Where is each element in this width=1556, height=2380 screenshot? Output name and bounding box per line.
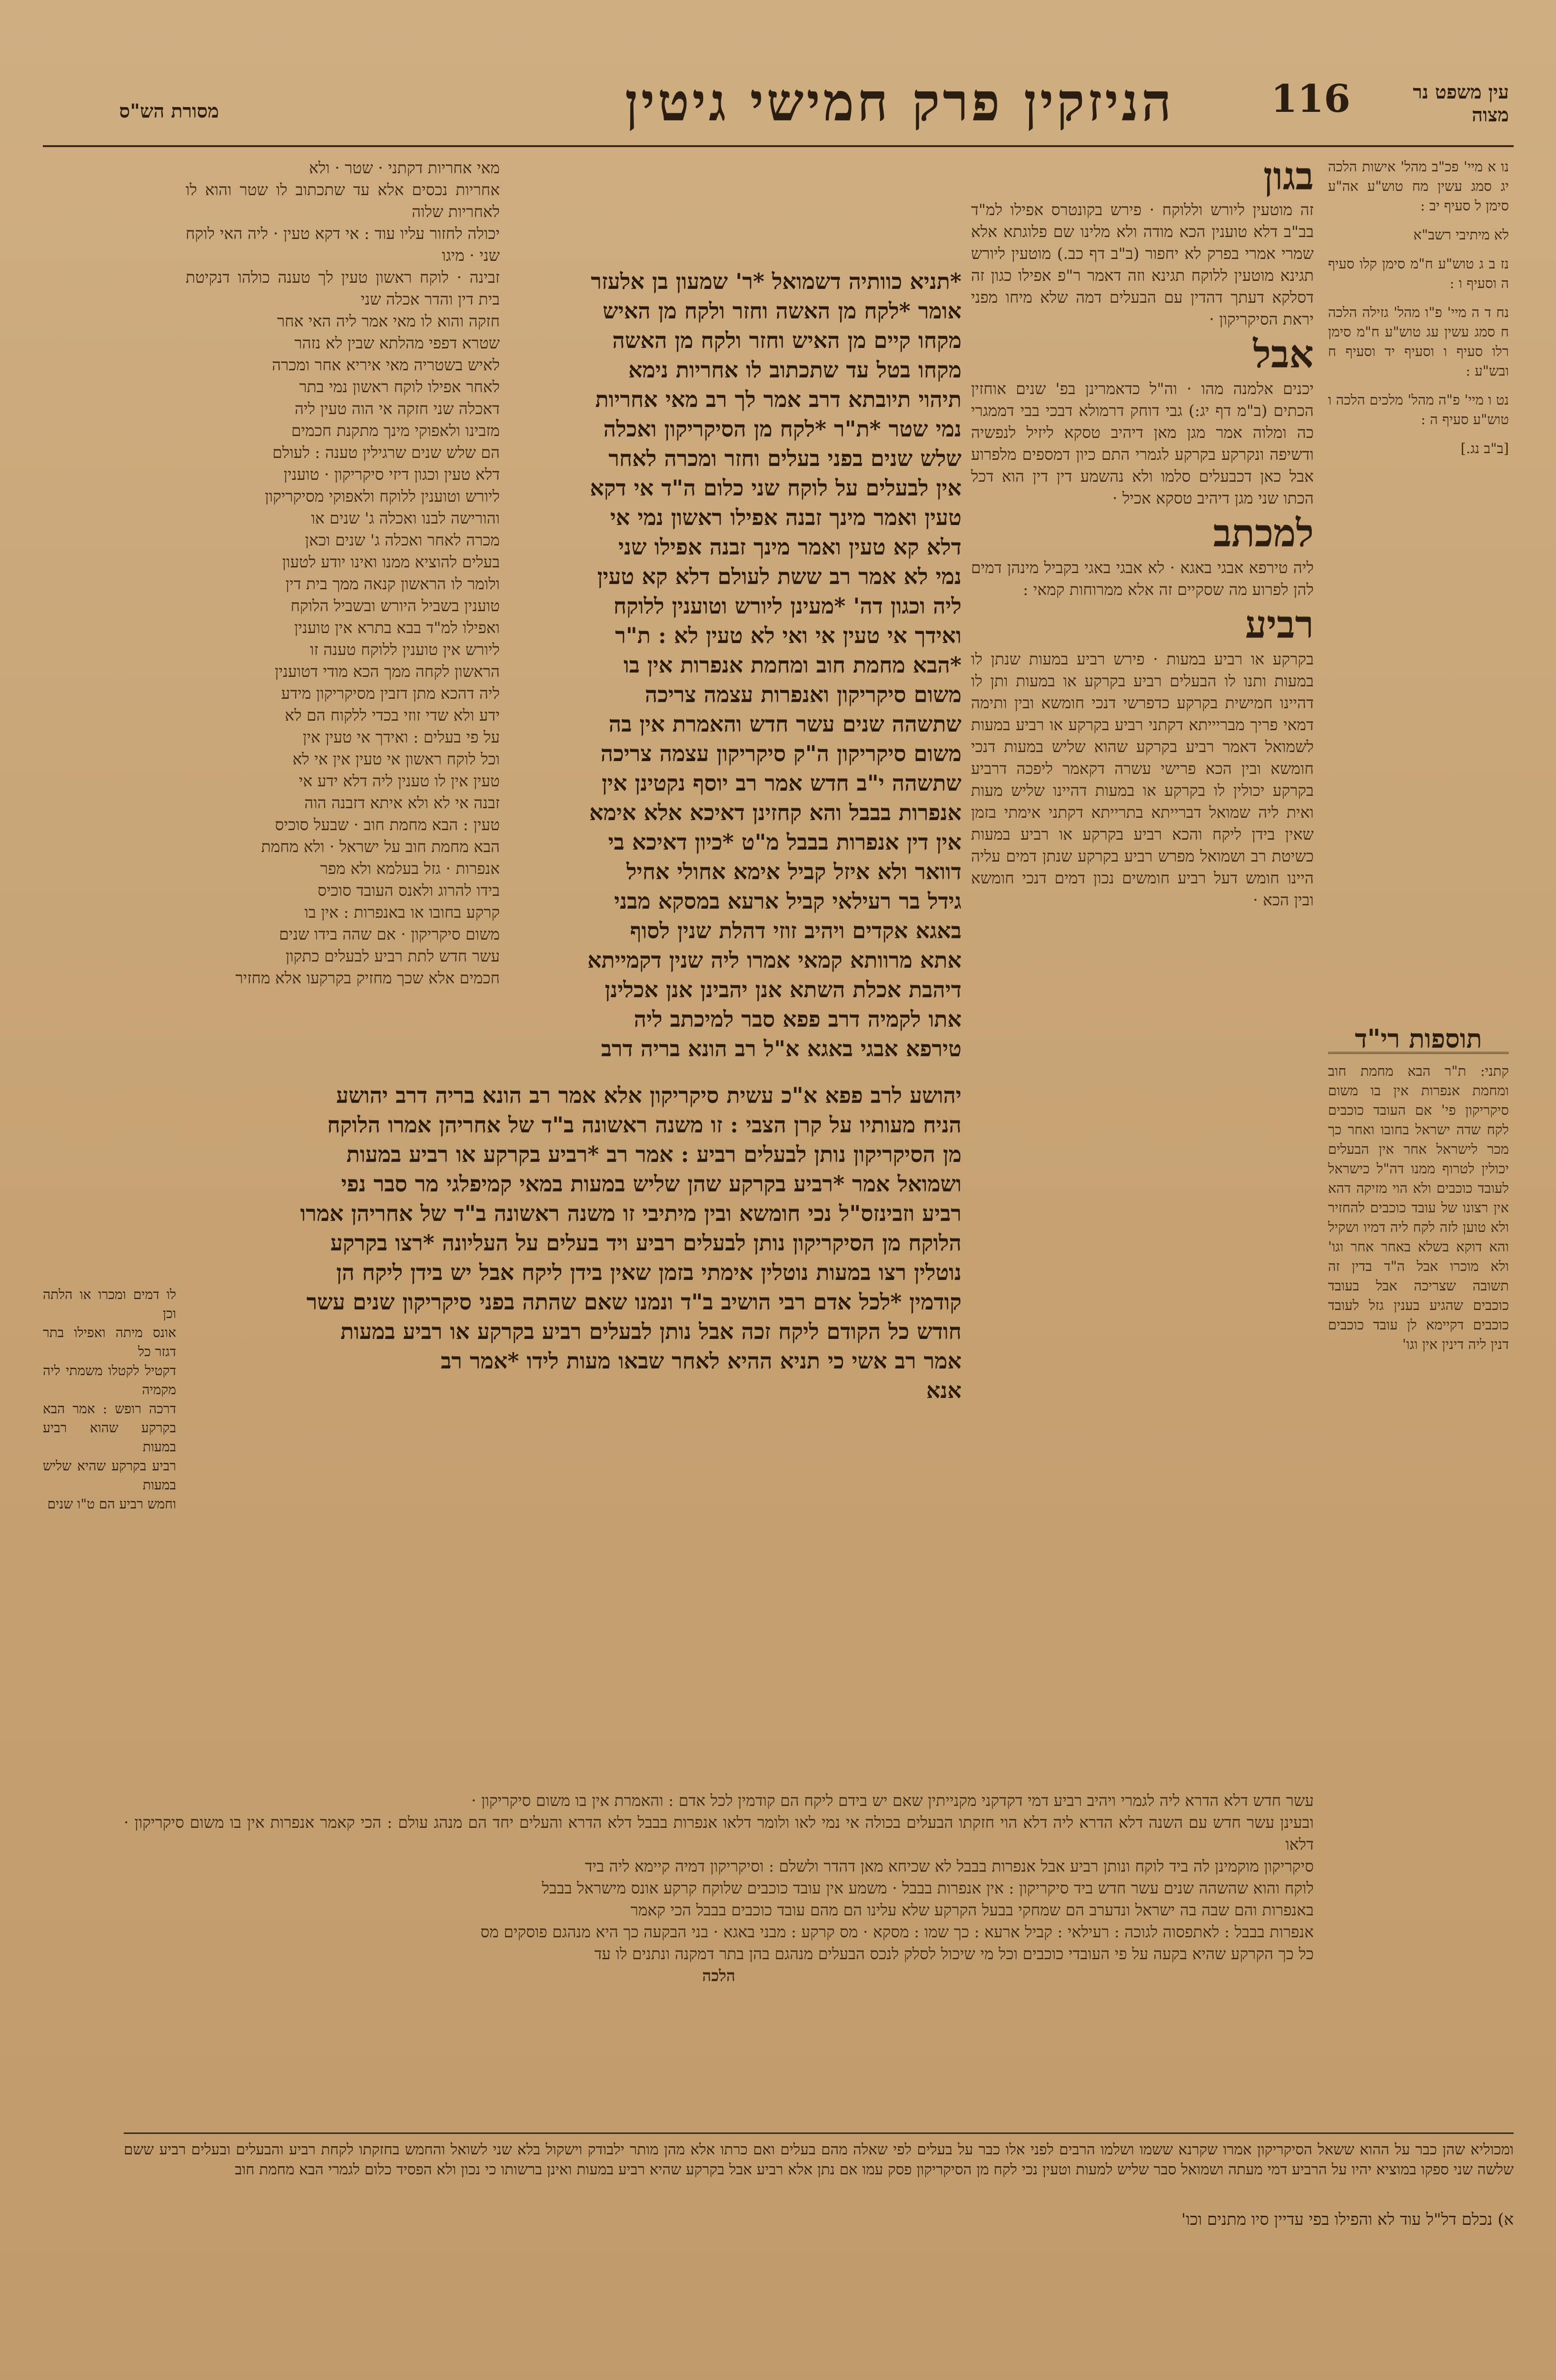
gemara-line: שלש שנים בפני בעלים וחזר ומכרה לאחר xyxy=(608,446,961,471)
footnote-block: ומכוליא שהן כבר על ההוא ששאל הסיקריקון אמרו שקרנא ששמו ושלמו הרבים לפני אלו כבר על בעלים לפי שאלה מהם בעלים ואם כרתו אלא מהן מותר ילבודק וישקול בלא שני לשואל והחמש בחזקתו לקחת רביע והבעלים ובעלים רביע ששם שלשה שני ספקו במוציא יהיו על הרביע דמי מעתה ושמואל סבר שליש למעות וטעין נכי לקח מן הסיקריקון פסק עמו אם נתן אלא רביע אבל בקרקע שהיא רביע במעות ואינן ברשותו כי נכון ולא הפסיד כלום לגמרי הבא מחמת חוב xyxy=(124,2141,1514,2178)
tosafot-line: אחריות נכסים אלא עד שתכתוב לו שטר והוא לו לאחריות שלוה xyxy=(186,180,500,221)
commentary-line: אנפרות בבבל : לאתפסוה לגוכה : רעילאי : קביל ארעא : כך שמו : מסקא · מס קרקע : מבני באגא · בני הבקעה כך היא מנהגם פוסקים מס xyxy=(480,1923,1314,1941)
gemara-line: קודמין *לכל אדם רבי הושיב ב"ד ונמנו שאם שהתה בפני סיקריקון שנים עשר xyxy=(306,1289,961,1315)
gemara-line: דלא קא טעין ואמר מינך זבנה אפילו שני xyxy=(618,534,961,560)
outer-left-notes xyxy=(43,1285,176,1618)
tosafot-line: מכרה לאחר ואכלה ג' שנים וכאן xyxy=(305,531,500,549)
header-rule xyxy=(43,145,1514,147)
gemara-line: מקחו קיים מן האיש וחזר ולקח מן האשה xyxy=(612,327,961,353)
side-note: דקטיל לקטלו משמתי ליה מקמיה xyxy=(43,1363,176,1398)
gemara-line: אין דין אנפרות בבבל מ"ט *כיון דאיכא בי xyxy=(608,829,961,855)
commentary-line: לוקח והוא שהשהה שנים עשר חדש ביד סיקריקון : אין אנפרות בבבל · משמע אין עובד כוכבים שלוקח קרקע אונס מישראל בבבל xyxy=(542,1879,1314,1897)
gemara-line: אתא מרוותא קמאי אמרו ליה שנין דקמייתא xyxy=(587,947,961,973)
tosafot-line: על פי בעלים : ואידך אי טעין אין xyxy=(303,728,500,746)
rashi-opening-word: בגון xyxy=(1263,157,1314,198)
gemara-wide-block xyxy=(186,1081,961,1775)
tosafot-line: דאכלה שני חזקה אי הוה טעין ליה xyxy=(295,399,500,418)
tosafot-line: טעין : הבא מחמת חוב · שבעל סוכיס xyxy=(275,815,500,834)
tosafot-rid-text: קתני: ת"ר הבא מחמת חוב ומחמת אנפרות אין בו משום סיקריקון פי' אם העובד כוכבים לקח שדה ישראל בחובו ואחר כך מכר לישראל אחר אין הבעלים יכולין לטרוף ממנו דה"ל כישראל לעובד כוכבים ולא הוי מזיקה דהא אין רצונו של עובד כוכבים להחזיר ולא טוען לזה לקח ליה דמיו ושקיל והא דוקא בשלא באחר אחר וגו' ולא מוכרו אבל ה"ד בדין זה תשובה שצריכה אבל בעובד כוכבים שהגיע בענין גזל לעובד כוכבים דקיימא לן עובד כוכבים דנין ליה דינין אין וגו' xyxy=(1328,1063,1509,1352)
gemara-line: הניח מעותיו על קרן הצבי : זו משנה ראשונה ב"ד של אחריהן אמרו הלוקח xyxy=(327,1112,961,1138)
gemara-line: משום סיקריקון ואנפרות עצמה צריכה xyxy=(644,682,961,707)
gemara-line: אתו לקמיה דרב פפא סבר למיכתב ליה xyxy=(634,1006,961,1032)
gemara-line: הלוקח מן הסיקריקון נותן לבעלים רביע ויד בעלים על העליונה *רצו בקרקע xyxy=(330,1230,961,1256)
gemara-line: אנפרות בבבל והא קחזינן דאיכא אלא אימא xyxy=(589,800,961,825)
page-number: 116 xyxy=(1271,76,1350,121)
tosafot-line: חכמים אלא שכך מחזיק בקרקעו אלא מחזיר xyxy=(235,969,500,987)
rashi-text-block: יכנים אלמנה מהו · וה"ל כדאמרינן בפ' שנים אוחזין הכתים (ב"מ דף יג:) גבי דוחק דרמולא דבכי בבי דממגרי כה ומלוה אמר מגן מאן דיהיב טסקא ליזיל לנפשיה ודשיפה ונקרקע בקרקע לגמרי התם כיון דמספים מלפרוע אבל כאן דכבעלים סלמו ולא נהשמע דין דין הוא דכל הכתו שני מגן דיהיב טסקא אכיל · xyxy=(971,379,1314,507)
tosafot-line: משום סיקריקון · אם שהה בידו שנים xyxy=(279,925,500,943)
ein-mishpat-label: עין משפט נר מצוה xyxy=(1413,81,1509,126)
tosafot-line: יכולה לחזור עליו עוד : אי דקא טעין · ליה האי לוקח שני · מיגו xyxy=(186,224,500,265)
tosafot-line: טעין אין לו טענין ליה דלא ידע אי xyxy=(298,772,500,790)
gemara-line: משום סיקריקון ה"ק סיקריקון עצמה צריכה xyxy=(600,741,961,766)
tosafot-line: אנפרות · גזל בעלמא ולא מפר xyxy=(320,859,500,878)
mishna-opening-word: למכתב xyxy=(1213,511,1314,555)
gemara-line: טירפא אבגי באגא א"ל רב הונא בריה דרב xyxy=(601,1036,961,1061)
side-note: וחמש רביע הם ט"ו שנים xyxy=(47,1496,176,1512)
footnote-rule xyxy=(124,2132,1514,2134)
tosafot-line: שטרא דפפי מהלתא שבין לא נזהר xyxy=(294,334,500,352)
ein-mishpat-entry: נז ב ג טוש"ע ח"מ סימן קלו סעיף ה וסעיף ו : xyxy=(1328,256,1509,291)
tosafot-line: הבא מחמת חוב על ישראל · ולא מחמת xyxy=(261,837,500,856)
rashi-text-block: בקרקע או רביע במעות · פירש רביע במעות שנתן לו במעות ותנו לו הבעלים רביע בקרקע או במעות ותן לו דהיינו חמישית בקרקע כדפרשי דנכי חומשא ובין ותימה דמאי פריך מבריייתא דקתני רביע בקרקע או רביע במעות לשמואל דאמר רביע בקרקע שהוא שליש במעות דנכי חומשא ובין הכא פרישי עשרה דקאמר ליפכה דרביע בקרקע יכולין לו בקרקע או במעות דהיינו שליש מעות ואית ליה שמואל דברייתא בתרייתא דקתני אימתי בזמן שאין בידן ליקח והכא רביע בקרקע או רביע במעות כשיטת רב ושמואל מפרש רביע בקרקע שנתן דמים עליה היינו חומש דעל רביע חומשים נכון דמים דנכי חומשא ובין הכא · xyxy=(971,650,1314,909)
gemara-line: *הבא מחמת חוב ומחמת אנפרות אין בו xyxy=(623,652,961,678)
gemara-line: נמי שטר *ת"ר *לקח מן הסיקריקון ואכלה xyxy=(603,416,961,442)
tosafot-line: טוענין בשביל היורש ובשביל הלוקח xyxy=(290,596,500,615)
tosafot-line: בידו להרוג ולאנס העובד סוכיס xyxy=(317,881,500,900)
tosafot-line: דלא טעין וכגון דיזי סיקריקון · טוענין xyxy=(283,465,500,484)
gemara-line: ואידך אי טעין אי ואי לא טעין לא : ת"ר xyxy=(615,623,961,648)
footnote-marker: א) נכלם דל"ל עוד לא והפילו בפי עדיין סיו מתנים וכו' xyxy=(1181,2210,1514,2229)
page-header xyxy=(43,71,1514,138)
rashi-opening-word-2: אבל xyxy=(1253,332,1314,377)
tosafot-line: זבנה אי לא ולא איתא דזבנה הוה xyxy=(304,793,500,812)
rashi-text-block: ליה טירפא אבגי באגא · לא אבגי באגי בקביל מינהן דמים להן לפרוע מה שסקיים זה אלא ממרוחות קמאי : xyxy=(971,558,1314,599)
gemara-line: *תניא כוותיה דשמואל *ר' שמעון בן אלעזר xyxy=(591,268,961,294)
tosafot-rid-column xyxy=(1328,1061,1509,2128)
gemara-line: באגא אקדים ויהיב זוזי דהלת שנין לסוף xyxy=(630,918,961,943)
tosafot-line: חזקה והוא לו מאי אמר ליה האי אחר xyxy=(277,312,500,330)
tosafot-line: מאי אחריות דקתני · שטר · ולא xyxy=(309,159,500,177)
ein-mishpat-entry: לא מיתיבי רשב"א xyxy=(1413,227,1509,243)
tosafot-rid-header: תוספות רי"ד xyxy=(1328,1023,1509,1054)
tosafot-line: והורישה לבנו ואכלה ג' שנים או xyxy=(311,509,500,527)
tosafot-line: בעלים להוציא ממנו ואינו יודע לטעון xyxy=(282,553,500,571)
tosafot-line: הראשון לקחה ממך הכא מודי דטוענין xyxy=(275,662,500,681)
tosafot-line: ליורש וטוענין ללוקח ולאפוקי מסיקריקון xyxy=(265,487,500,506)
gemara-line: חודש כל הקודם ליקח זכה אבל נותן לבעלים רביע בקרקע או רביע במעות xyxy=(340,1319,961,1344)
gemara-line: אומר *לקח מן האשה וחזר ולקח מן האיש xyxy=(603,298,961,324)
gemara-line: רביע וזבינזס"ל נכי חומשא ובין מיתיבי זו משנה ראשונה ב"ד של אחריהן אמרו xyxy=(300,1200,961,1226)
commentary-line: עשר חדש דלא הדרא ליה לגמרי ויהיב רביע דמי דקדקני מקנייתין שאם יש בידם ליקח הם קודמין לכל אדם : והאמרת אין בו משום סיקריקון · xyxy=(471,1791,1314,1810)
commentary-end-word: הלכה xyxy=(702,1966,735,1985)
mesoret-hashas-label: מסורת הש"ס xyxy=(119,100,219,122)
gemara-line: ליה וכגון דה' *מעינן ליורש וטוענין ללוקח xyxy=(613,593,961,619)
gemara-line: דיהבת אכלת השתא אנן יהבינן אנן אכלינן xyxy=(605,977,961,1002)
ein-mishpat-column xyxy=(1328,157,1509,1019)
tosafot-column xyxy=(186,157,500,1071)
gemara-line: אנא xyxy=(926,1378,961,1403)
tosafot-line: לאיש בשטריה מאי איריא אחר ומכרה xyxy=(272,356,500,374)
gemara-line: מקחו בטל עד שתכתוב לו אחריות נימא xyxy=(628,357,961,383)
rashi-text-block: זה מוטעין ליורש וללוקח · פירש בקונטרס אפילו למ"ד בב"ב דלא טוענין הכא מודה ולא מלינו שם פלוגתא אלא שמרי אמרי בפרק לא יחפור (ב"ב דף כב.) מוטעין ליורש תגינא מוטעין ללוקח תגינא וזה דאמר ר"פ אפילו כגון זה דסלקא דעתך דהדין עם הבעלים דמה שלא מיחו מפני יראת הסיקריקון · xyxy=(971,200,1314,328)
tosafot-line: ליורש אין טוענין ללוקח טענה זו xyxy=(310,640,500,659)
tosafot-line: ואפילו למ"ד בבא בתרא אין טוענין xyxy=(294,618,500,637)
ein-mishpat-entry: נו א מיי' פכ"ב מהל' אישות הלכה יג סמג עשין מח טוש"ע אה"ע סימן ל סעיף יב : xyxy=(1328,159,1509,214)
gemara-line: שתשהה י"ב חדש אמר רב יוסף נקטינן אין xyxy=(602,770,961,796)
side-note: לו דמים ומכרו או הלתה וכן xyxy=(43,1287,176,1321)
tosafot-line: זבינה · לוקח ראשון טעין לך טענה כולהו דנקיטת בית דין והדר אכלה שני xyxy=(186,268,500,308)
gemara-line: אמר רב אשי כי תניא ההיא לאחר שבאו מעות לידו *אמר רב xyxy=(441,1348,961,1374)
tosafot-line: וכל לוקח ראשון אי טעין אין אי לא xyxy=(292,750,500,768)
tosafot-line: ידע ולא שדי זוזי בכדי ללקוח הם לא xyxy=(285,706,500,724)
gemara-line: אין לבעלים על לוקח שני כלום ה"ד אי דקא xyxy=(590,475,961,501)
gemara-line: יהושע לרב פפא א"כ עשית סיקריקון אלא אמר רב הונא בריה דרב יהושע xyxy=(336,1082,961,1108)
tosafot-line: מזבינו ולאפוקי מינך מתקנת חכמים xyxy=(291,421,500,440)
rashi-second-word: רביע xyxy=(1245,602,1314,647)
tosafot-line: ליה דהכא מתן דזבין מסיקריקון מידע xyxy=(281,684,500,703)
tosafot-line: עשר חדש לתת רביע לבעלים כתקון xyxy=(285,947,500,965)
tosafot-line: קרקע בחובו או באנפרות : אין בו xyxy=(304,903,500,922)
gemara-line: דוואר ולא איזל קביל אימא אחולי אחיל xyxy=(626,859,961,884)
ein-mishpat-entry: [ב"ב נג.] xyxy=(1460,440,1509,456)
side-note: אונס מיתה ואפילו בתר דגזר כל xyxy=(43,1325,176,1359)
gemara-line: נמי לא אמר רב ששת לעולם דלא קא טעין xyxy=(597,564,961,589)
commentary-line: באנפרות והם שבה בה ישראל ונדערב הם שמחקי בבעל הקרקע שלא עלינו הם מהם עובד כוכבים בבבל הכי קאמר xyxy=(630,1901,1314,1919)
commentary-line: כל כך הקרקע שהיא בקעה על פי העובדי כוכבים וכל מי שיכול לסלק לנכס הבעלים מנהגם בהן בתר דמקנה ונתנים לו עד xyxy=(594,1944,1314,1963)
gemara-line: גידל בר רעילאי קביל ארעא במסקא מבני xyxy=(614,888,961,914)
gemara-line: ושמואל אמר *רביע בקרקע שהן שליש במעות במאי קמיפלגי מר סבר נפי xyxy=(341,1171,961,1197)
ein-mishpat-entry: נח ד ה מיי' פ"ו מהל' גזילה הלכה ח סמג עשין עג טוש"ע ח"מ סימן רלו סעיף ו וסעיף יד וסעיף ח ובש"ע : xyxy=(1328,304,1509,379)
ein-mishpat-entry: נט ו מיי' פ"ה מהל' מלכים הלכה ו טוש"ע סעיף ה : xyxy=(1328,392,1509,427)
side-note: רביע בקרקע שהיא שליש במעות xyxy=(43,1458,176,1493)
tosafot-line: ולומר לו הראשון קנאה ממך בית דין xyxy=(285,575,500,593)
commentary-line: סיקריקון מוקמינן לה ביד לוקח ונותן רביע אבל אנפרות בבבל לא שכיחא מאן דהדר ולשלם : וסיקריקון דמיה קיימא ליה ביד xyxy=(585,1857,1314,1875)
commentary-line: ובעינן עשר חדש עם השנה דלא הדרא ליה דלא הוי חזקתו הבעלים בכולה אי נמי לאו ולומר דלאו אנפרות בבבל דלא הדרא והעלים יחד הם מנהג עולם : הכי קאמר אנפרות אין בו משום סיקריקון · דלאו xyxy=(124,1813,1314,1854)
gemara-line: שתשהה שנים עשר חדש והאמרת אין בה xyxy=(608,711,961,737)
tosafot-line: לאחר אפילו לוקח ראשון נמי בתר xyxy=(299,377,500,396)
gemara-line: תיהוי תיובתא דרב אמר לך רב מאי אחריות xyxy=(595,387,961,412)
page-title: הניזקין פרק חמישי גיטין xyxy=(624,71,1175,133)
side-note: דרכה רופש : אמר הבא בקרקע שהוא רביע במעות xyxy=(43,1401,176,1455)
bottom-commentary xyxy=(124,1790,1314,2123)
gemara-line: מן הסיקריקון נותן לבעלים רביע : אמר רב *רביע בקרקע או רביע במעות xyxy=(346,1141,961,1167)
gemara-line: טעין ואמר מינך זבנה אפילו ראשון נמי אי xyxy=(610,505,961,530)
tosafot-line: הם שלש שנים שרגילין טענה : לעולם xyxy=(272,443,500,462)
gemara-line: נוטלין רצו במעות נוטלין אימתי בזמן שאין בידן ליקח אבל יש בידן ליקח הן xyxy=(336,1259,961,1285)
